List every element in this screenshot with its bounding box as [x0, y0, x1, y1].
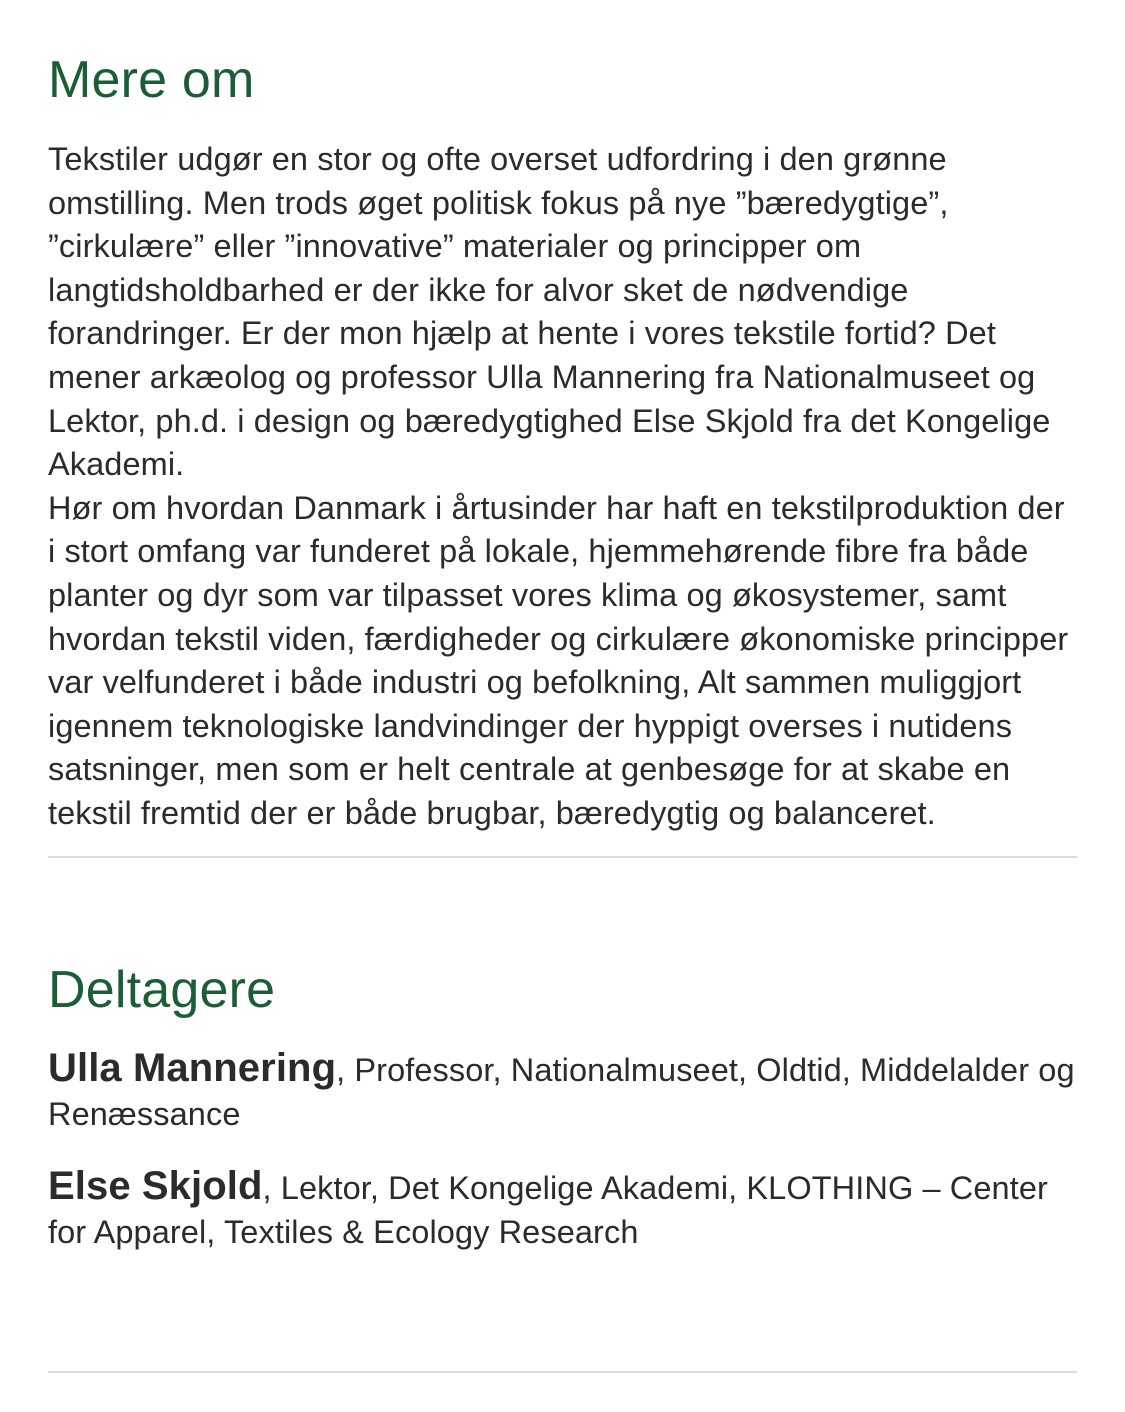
section-divider [48, 1371, 1077, 1373]
about-text [48, 138, 1077, 836]
participant-else-skjold [48, 1164, 1077, 1254]
section-divider [48, 856, 1077, 858]
about-paragraph-2: Hør om hvordan Danmark i årtusinder har haft en tekstilproduktion der i stort omfang var funderet på lokale, hjemmehørende fibre fra både planter og dyr som var tilpasset vores klima og økosystemer, samt hvordan tekstil viden, færdigheder og cirkulære økonomiske principper var velfunderet i både industri og befolkning, Alt sammen muliggjort igennem teknologiske landvindinger der hyppigt overses i nutidens satsninger, men som er helt centrale at genbesøge for at skabe en tekstil fremtid der er både brugbar, bæredygtig og balanceret. [48, 489, 1069, 831]
participant-ulla-mannering [48, 1046, 1077, 1136]
participants-list [48, 1046, 1077, 1254]
participant-details: , Lektor, Det Kongelige Akademi, KLOTHING – Center for Apparel, Textiles & Ecology Research [48, 1169, 1048, 1250]
participant-details: , Professor, Nationalmuseet, Oldtid, Middelalder og Renæssance [48, 1051, 1075, 1132]
participant-name: Else Skjold [48, 1163, 263, 1208]
about-paragraph-1: Tekstiler udgør en stor og ofte overset udfordring i den grønne omstilling. Men trods øget politisk fokus på nye ”bæredygtige”, ”cirkulære” eller ”innovative” materialer og principper om langtidsholdbarhed er der ikke for alvor sket de nødvendige forandringer. Er der mon hjælp at hente i vores tekstile fortid? Det mener arkæolog og professor Ulla Mannering fra Nationalmuseet og Lektor, ph.d. i design og bæredygtighed Else Skjold fra det Kongelige Akademi. [48, 141, 1051, 483]
about-heading: Mere om [48, 51, 255, 109]
participant-name: Ulla Mannering [48, 1045, 337, 1090]
participants-heading: Deltagere [48, 960, 276, 1019]
